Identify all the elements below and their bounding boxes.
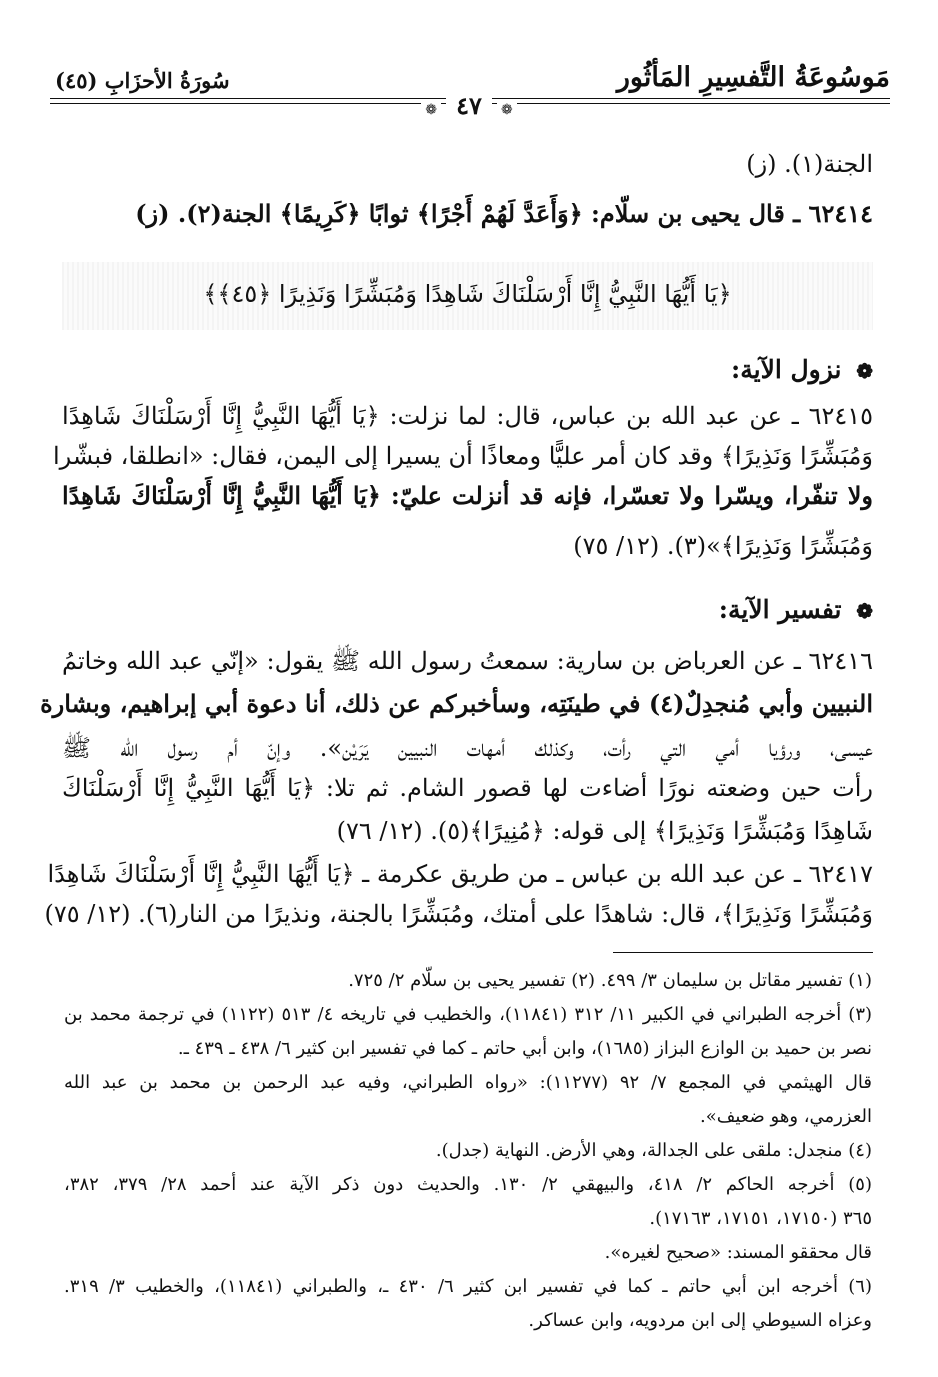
text-line: وَمُبَشِّرًا وَنَذِيرًا﴾ وقد كان أمر عليًّا ومعاذًا أن يسيرا إلى اليمن، فقال: «انطلقا، فبشّرا: [53, 442, 873, 470]
footnote-line: (٤) منجدل: ملقى على الجدالة، وهي الأرض. النهاية (جدل).: [435, 1140, 872, 1161]
surah-label: سُورَةُ الأحزَابِ (٤٥): [55, 68, 230, 93]
text-line: ٦٢٤١٥ ـ عن عبد الله بن عباس، قال: لما نزلت: ﴿يَا أَيُّهَا النَّبِيُّ إِنَّا أَرْسَلْنَاكَ شَاهِدًا: [62, 402, 874, 430]
star-ornament-icon: ❁: [856, 359, 873, 383]
book-title: مَوسُوعَةُ التَّفسِيرِ المَأثُور: [616, 62, 890, 93]
text-line: رأت حين وضعته نورًا أضاءت لها قصور الشام. ثم تلا: ﴿يَا أَيُّهَا النَّبِيُّ إِنَّا أَرْسَلْنَاكَ: [62, 774, 873, 802]
ayah-text: ﴿يَا أَيُّهَا النَّبِيُّ إِنَّا أَرْسَلْنَاكَ شَاهِدًا وَمُبَشِّرًا وَنَذِيرًا ﴿٤٥﴾﴾: [203, 280, 732, 308]
footnote-line: وعزاه السيوطي إلى ابن مردويه، وابن عساكر.: [528, 1310, 872, 1331]
text-line: النبيين وأبي مُنجدِلٌ(٤) في طينَتِه، وسأخبركم عن ذلك، أنا دعوة أبي إبراهيم، وبشارة: [40, 689, 873, 718]
footnote-rule: [613, 952, 873, 953]
text-line: ٦٢٤١٤ ـ قال يحيى بن سلّام: ﴿وَأَعَدَّ لَهُمْ أَجْرًا﴾ ثوابًا ﴿كَرِيمًا﴾ الجنة(٢). (ز): [135, 199, 873, 228]
text-line: ٦٢٤١٧ ـ عن عبد الله بن عباس ـ من طريق عكرمة ـ ﴿يَا أَيُّهَا النَّبِيُّ إِنَّا أَرْسَلْنَاكَ شَاهِدًا: [47, 860, 873, 888]
footnote-line: (١) تفسير مقاتل بن سليمان ٣/ ٤٩٩. (٢) تفسير يحيى بن سلّام ٢/ ٧٢٥.: [348, 970, 872, 991]
footnote-line: نصر بن حميد بن الوازع البزاز (١٦٨٥)، وابن أبي حاتم ـ كما في تفسير ابن كثير ٦/ ٤٣٨ ـ ٤٣٩ ـ.: [177, 1038, 872, 1059]
text-line: ٦٢٤١٦ ـ عن العرباض بن سارية: سمعتُ رسول الله ﷺ يقول: «إنّي عبد الله وخاتمُ: [62, 647, 873, 675]
text-line: عيسى، ورؤيا أمي التي رأت، وكذلك أمهات النبيين يَرَيْن». وإنّ أم رسول الله ﷺ: [62, 734, 873, 762]
section-heading-text: نزول الآية:: [731, 355, 842, 384]
section-heading-tafsir: [719, 595, 873, 624]
text-line: وَمُبَشِّرًا وَنَذِيرًا﴾، قال: شاهدًا على أمتك، ومُبَشِّرًا بالجنة، ونذيرًا من النار(٦). (١٢/ ٧٥): [44, 900, 873, 928]
section-heading-text: تفسير الآية:: [718, 595, 842, 624]
text-line: الجنة(١). (ز): [746, 150, 873, 178]
footnote-line: (٣) أخرجه الطبراني في الكبير ١١/ ٣١٢ (١١٨٤١)، والخطيب في تاريخه ٤/ ٥١٣ (١١٢٢) في ترجمة محمد بن: [64, 1004, 873, 1025]
footnote-line: قال الهيثمي في المجمع ٧/ ٩٢ (١١٢٧٧): «رواه الطبراني، وفيه عبد الرحمن بن محمد بن عبد الله: [64, 1072, 872, 1093]
text-line: شَاهِدًا وَمُبَشِّرًا وَنَذِيرًا﴾ إلى قوله: ﴿مُنِيرًا﴾(٥). (١٢/ ٧٦): [336, 817, 873, 845]
footnote-line: (٦) أخرجه ابن أبي حاتم ـ كما في تفسير ابن كثير ٦/ ٤٣٠ ـ، والطبراني (١١٨٤١)، والخطيب ٣/ ٣١٩.: [64, 1276, 872, 1297]
ornament-right-icon: ❁: [497, 102, 517, 118]
text-line: وَمُبَشِّرًا وَنَذِيرًا﴾»(٣). (١٢/ ٧٥): [573, 532, 873, 560]
page-number: ٤٧: [446, 91, 492, 120]
ayah-box: [62, 262, 873, 330]
star-ornament-icon: ❁: [856, 599, 873, 623]
page-number-block: [0, 91, 938, 120]
footnote-line: العزرمي، وهو ضعيف».: [700, 1106, 872, 1127]
footnote-line: قال محققو المسند: «صحيح لغيره».: [604, 1242, 872, 1263]
footnote-line: ٣٦٥ (١٧١٥٠، ١٧١٥١، ١٧١٦٣).: [649, 1208, 872, 1229]
footnote-line: (٥) أخرجه الحاكم ٢/ ٤١٨، والبيهقي ٢/ ١٣٠. والحديث دون ذكر الآية عند أحمد ٢٨/ ٣٧٩، ٣٨٢،: [64, 1174, 872, 1195]
ornament-left-icon: ❁: [421, 102, 441, 118]
section-heading-nuzul: [731, 355, 873, 384]
text-line: ولا تنفّرا، ويسّرا ولا تعسّرا، فإنه قد أنزلت عليّ: ﴿يَا أَيُّهَا النَّبِيُّ إِنَّا أَرْسَلْنَاكَ شَاهِدًا: [62, 481, 873, 510]
